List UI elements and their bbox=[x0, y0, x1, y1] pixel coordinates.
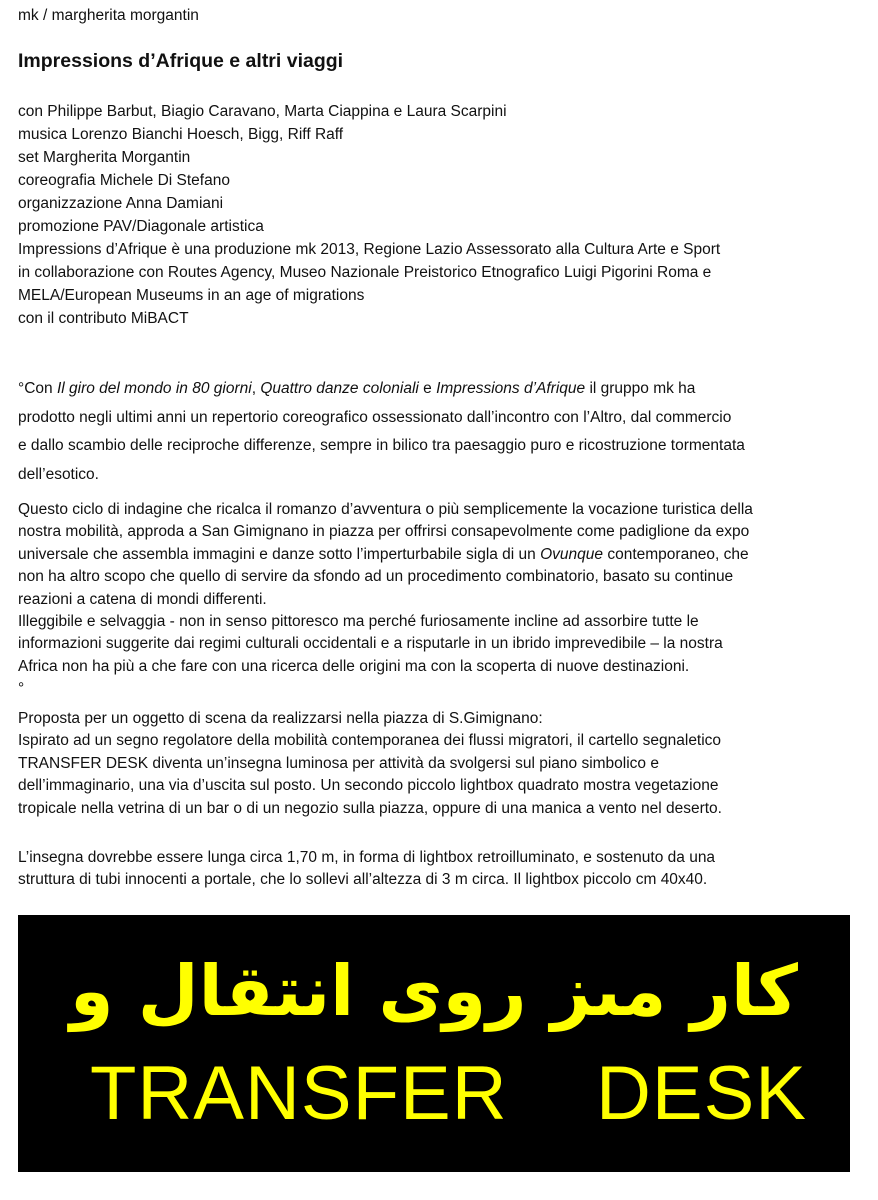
paragraph-line bbox=[18, 375, 745, 404]
paragraph-line: Ispirato ad un segno regolatore della mobilità contemporanea dei flussi migratori, il cartello segnaletico bbox=[18, 732, 722, 750]
paragraph-line: e dallo scambio delle reciproche differenze, sempre in bilico tra paesaggio puro e ricostruzione tormentata bbox=[18, 437, 745, 454]
paragraph-line: Illeggibile e selvaggia - non in senso pittoresco ma perché furiosamente incline ad assorbire tutte le bbox=[18, 613, 699, 631]
paragraph-line: Questo ciclo di indagine che ricalca il romanzo d’avventura o più semplicemente la vocazione turistica della bbox=[18, 501, 753, 518]
sign-arabic-text bbox=[18, 927, 850, 1047]
credit-line: coreografia Michele Di Stefano bbox=[18, 172, 230, 189]
paragraph-line: nostra mobilità, approda a San Gimignano in piazza per offrirsi consapevolmente come padiglione da expo bbox=[18, 523, 750, 541]
credit-line: in collaborazione con Routes Agency, Museo Nazionale Preistorico Etnografico Luigi Pigorini Roma e bbox=[18, 264, 712, 281]
sign-latin-text: TRANSFER DESK bbox=[90, 1051, 807, 1136]
paragraph-line: Africa non ha più a che fare con una ricerca delle origini ma con la scoperta di nuove destinazioni. bbox=[18, 657, 690, 675]
sign-arabic-label: كار مىز روى انتقال و bbox=[70, 950, 798, 1032]
text-span: e bbox=[418, 380, 437, 397]
paragraph-line: L’insegna dovrebbe essere lunga circa 1,70 m, in forma di lightbox retroilluminato, e sostenuto da una bbox=[18, 849, 716, 866]
dimensions-paragraph bbox=[18, 847, 715, 892]
credit-line: Impressions d’Afrique è una produzione mk 2013, Regione Lazio Assessorato alla Cultura Arte e Sport bbox=[18, 241, 721, 258]
work-title: Il giro del mondo in 80 giorni bbox=[56, 380, 252, 397]
credit-line: con Philippe Barbut, Biagio Caravano, Marta Ciappina e Laura Scarpini bbox=[18, 103, 507, 120]
text-span: °Con bbox=[18, 380, 57, 397]
credit-line: MELA/European Museums in an age of migrations bbox=[18, 287, 365, 304]
emphasis-word: Ovunque bbox=[540, 545, 604, 563]
credit-line: organizzazione Anna Damiani bbox=[18, 195, 224, 212]
work-title: Quattro danze coloniali bbox=[260, 380, 419, 397]
text-span: il gruppo mk ha bbox=[585, 380, 696, 397]
text-span: universale che assembla immagini e danze sotto l’imperturbabile sigla di un bbox=[18, 545, 541, 563]
document-header: mk / margherita morgantin bbox=[18, 7, 199, 24]
credits-block bbox=[18, 100, 720, 330]
transfer-desk-sign bbox=[18, 915, 850, 1172]
paragraph-line: struttura di tubi innocenti a portale, che lo sollevi all’altezza di 3 m circa. Il lightbox piccolo cm 40x40. bbox=[18, 871, 708, 889]
paragraph-line: non ha altro scopo che quello di servire da sfondo ad un procedimento combinatorio, basato su continue bbox=[18, 568, 734, 586]
text-span: contemporaneo, che bbox=[603, 545, 749, 563]
cycle-paragraph bbox=[18, 499, 753, 701]
paragraph-line: tropicale nella vetrina di un bar o di un negozio sulla piazza, oppure di una manica a vento nel deserto. bbox=[18, 799, 722, 817]
paragraph-line: reazioni a catena di mondi differenti. bbox=[18, 590, 267, 608]
credit-line: musica Lorenzo Bianchi Hoesch, Bigg, Riff Raff bbox=[18, 126, 344, 143]
paragraph-line: informazioni suggerite dai regimi culturali occidentali e a risputarle in un ibrido imprevedibile – la nostra bbox=[18, 635, 723, 653]
paragraph-line: Proposta per un oggetto di scena da realizzarsi nella piazza di S.Gimignano: bbox=[18, 710, 543, 727]
paragraph-line bbox=[18, 544, 753, 566]
paragraph-line: dell’esotico. bbox=[18, 465, 99, 483]
paragraph-line: dell’immaginario, una via d’uscita sul posto. Un secondo piccolo lightbox quadrato mostra vegetazione bbox=[18, 777, 719, 795]
credit-line: set Margherita Morgantin bbox=[18, 149, 191, 166]
proposal-paragraph bbox=[18, 708, 722, 820]
paragraph-line: ° bbox=[18, 680, 25, 698]
paragraph-line: prodotto negli ultimi anni un repertorio coreografico ossessionato dall’incontro con l’Altro, dal commercio bbox=[18, 408, 732, 426]
intro-paragraph bbox=[18, 375, 745, 489]
paragraph-line: TRANSFER DESK diventa un’insegna luminosa per attività da svolgersi sul piano simbolico e bbox=[18, 754, 659, 772]
credit-line: con il contributo MiBACT bbox=[18, 310, 189, 327]
page-title: Impressions d’Afrique e altri viaggi bbox=[18, 50, 344, 72]
work-title: Impressions d’Afrique bbox=[436, 380, 586, 397]
text-span: , bbox=[251, 380, 261, 397]
credit-line: promozione PAV/Diagonale artistica bbox=[18, 218, 264, 235]
